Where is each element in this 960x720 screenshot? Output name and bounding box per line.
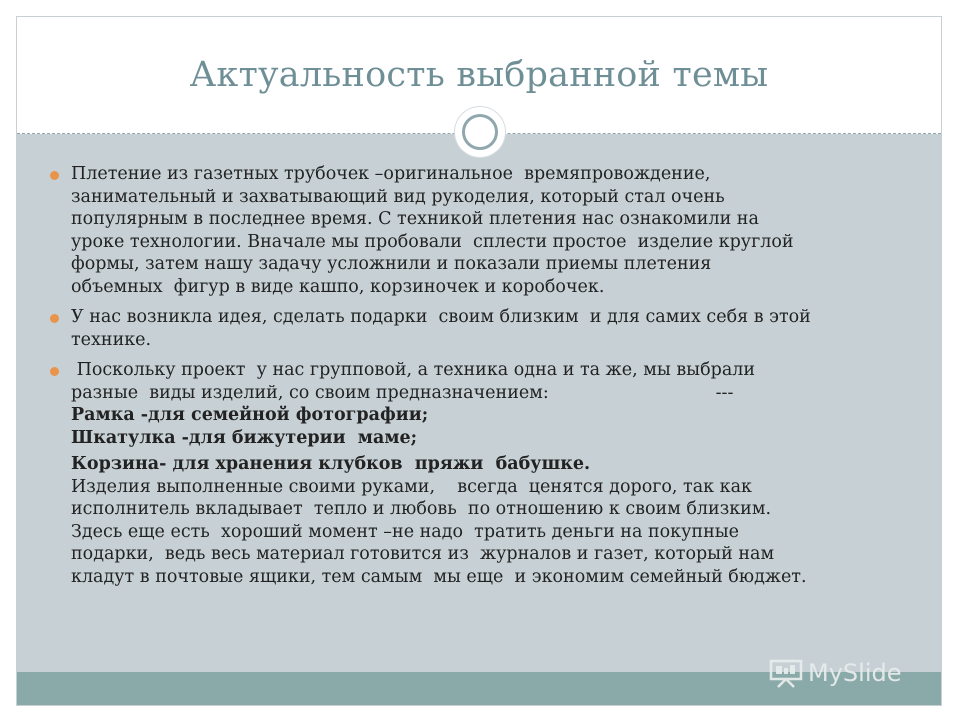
text-line: У нас возникла идея, сделать подарки своим близким и для самих себя в этой bbox=[71, 307, 811, 327]
slide-content bbox=[50, 163, 920, 596]
text-line: формы, затем нашу задачу усложнили и показали приемы плетения bbox=[71, 254, 712, 274]
product-line: Корзина- для хранения клубков пряжи бабушке. bbox=[71, 454, 591, 474]
text-line: занимательный и захватывающий вид рукоделия, который стал очень bbox=[71, 186, 725, 207]
bullet-dot-icon bbox=[50, 171, 59, 180]
text-line: Изделия выполненные своими руками, всегда ценятся дорого, так как bbox=[71, 476, 752, 497]
product-line: Шкатулка -для бижутерии маме; bbox=[71, 427, 418, 448]
bullet-item bbox=[50, 163, 920, 298]
watermark bbox=[768, 658, 901, 688]
projector-screen-icon bbox=[768, 658, 804, 688]
text-line: подарки, ведь весь материал готовится из журналов и газет, который нам bbox=[71, 544, 775, 564]
text-line: Поскольку проект у нас групповой, а техника одна и та же, мы выбрали bbox=[71, 360, 756, 380]
bullet-dot-icon bbox=[50, 367, 59, 376]
watermark-label: MySlide bbox=[808, 659, 902, 687]
text-line: уроке технологии. Вначале мы пробовали сплести простое изделие круглой bbox=[71, 231, 794, 252]
circle-ornament-icon bbox=[455, 107, 505, 157]
text-line: Здесь еще есть хороший момент –не надо тратить деньги на покупные bbox=[71, 521, 740, 542]
bullet-item bbox=[50, 359, 920, 588]
text-line: кладут в почтовые ящики, тем самым мы еще и экономим семейный бюджет. bbox=[71, 566, 807, 587]
text-line: объемных фигур в виде кашпо, корзиночек и коробочек. bbox=[71, 276, 605, 297]
bullet-item bbox=[50, 306, 920, 351]
text-line: технике. bbox=[71, 329, 152, 350]
bullet-dot-icon bbox=[50, 314, 59, 323]
slide-title: Актуальность выбранной темы bbox=[189, 55, 769, 95]
text-line: Плетение из газетных трубочек –оригинальное времяпровождение, bbox=[71, 164, 711, 184]
product-line: Рамка -для семейной фотографии; bbox=[71, 405, 429, 425]
text-line: разные виды изделий, со своим предназначением: --- bbox=[71, 382, 734, 403]
text-line: исполнитель вкладывает тепло и любовь по отношению к своим близким. bbox=[71, 499, 772, 519]
text-line: популярным в последнее время. С техникой плетения нас ознакомили на bbox=[71, 209, 759, 229]
